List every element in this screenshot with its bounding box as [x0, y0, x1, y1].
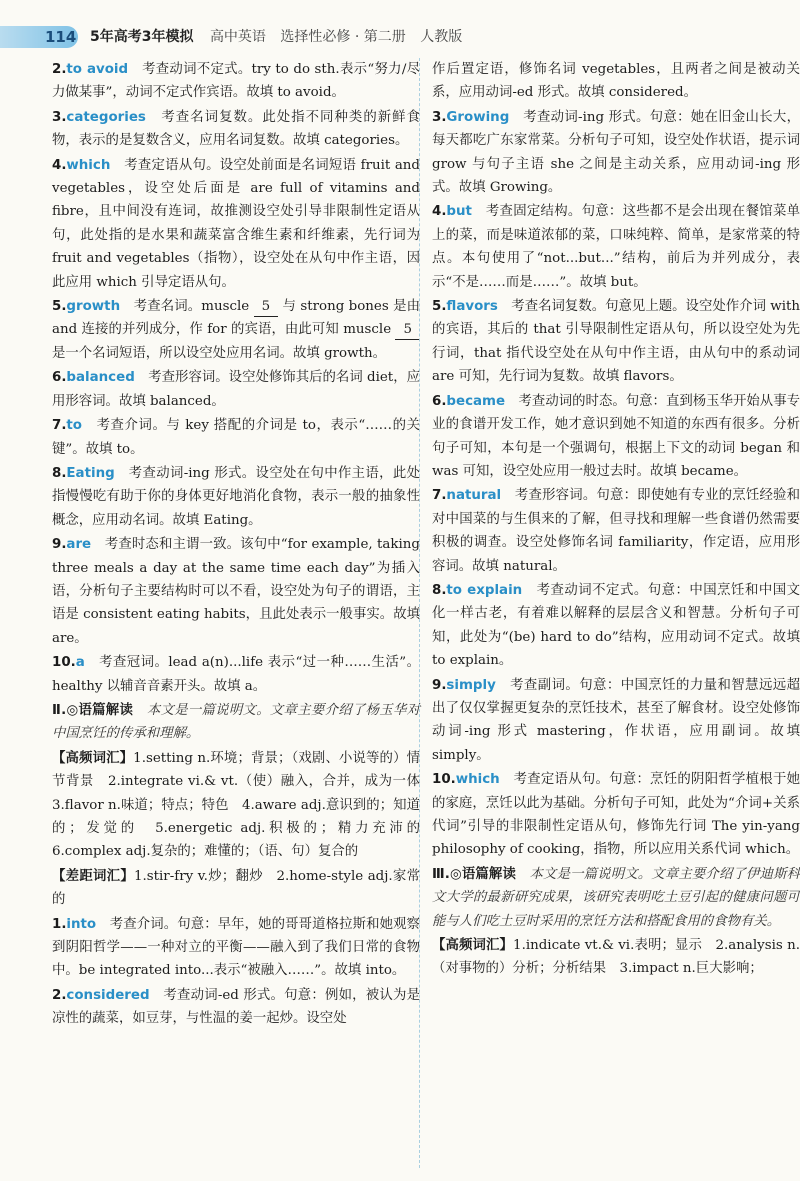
answer-text: Growing [446, 109, 510, 125]
left-column [52, 58, 434, 1168]
answer-item [52, 462, 420, 532]
answer-item [432, 295, 800, 389]
answer-text: became [446, 393, 506, 409]
section-title: Ⅱ.◎语篇解读 [52, 702, 134, 718]
answer-item [432, 579, 800, 673]
answer-item [52, 913, 420, 983]
answer-text: simply [446, 677, 496, 693]
item-number: 4. [52, 157, 67, 173]
explanation: 考查定语从句。设空处前面是名词短语 fruit and vegetables，设空处后面是 are full of vitamins and fibre，且中间没有连词，故推测设空处引导非限制性定语从句，此处指的是水果和蔬菜富含维生素和纤维素，先行词为 fruit and vegetables（指物），设空处在从句中作主语，因此应用 which 引导定语从句。 [52, 157, 420, 290]
book-subject: 高中英语 [209, 29, 266, 45]
item-number: 3. [52, 109, 67, 125]
item-number: 6. [432, 393, 447, 409]
answer-text: which [455, 772, 500, 788]
vocab-text: 1.setting n.环境；背景；（戏剧、小说等的）情节背景 2.integrate vi.& vt.（使）融入，合并，成为一体 3.flavor n.味道；特点；特色 4.aware adj.意识到的；知道的；发觉的 5.energetic adj.积极的；精力充沛的 6.complex adj.复杂的；难懂的；（语、句）复合的 [52, 750, 434, 860]
vocab-text: 1.indicate vt.& vi.表明；显示 2.analysis n.（对事物的）分析；分析结果 3.impact n.巨大影响； [432, 938, 800, 977]
explanation: 考查形容词。句意：即使她有专业的烹饪经验和对中国菜的与生俱来的了解，但寻找和理解一些食谱仍然需要积极的调查。设空处修饰名词 familiarity，作定语，应用形容词。故填 natural。 [432, 488, 800, 574]
vocab-high-frequency [432, 934, 800, 981]
item-number: 5. [52, 299, 67, 315]
explanation: 考查动词的时态。句意：直到杨玉华开始从事专业的食谱开发工作，她才意识到她不知道的东西有很多。分析句子可知，本句是一个强调句，根据上下文的动词 began 和 was 可知，设空处应用一般过去时。故填 became。 [432, 393, 800, 479]
item-number: 4. [432, 204, 447, 220]
item-number: 7. [432, 488, 447, 504]
answer-item [432, 390, 800, 484]
explanation: 考查动词不定式。try to do sth.表示“努力/尽力做某事”，动词不定式作宾语。故填 to avoid。 [52, 62, 421, 101]
section-description: 本文是一篇说明文。文章主要介绍了杨玉华对中国烹饪的传承和理解。 [52, 702, 421, 742]
right-column [432, 58, 800, 1168]
answer-item [52, 414, 420, 461]
vocab-label: 【高频词汇】 [52, 750, 134, 766]
explanation: 考查名词。muscle [120, 299, 254, 315]
item-number: 8. [52, 465, 67, 481]
vocab-high-frequency [52, 747, 434, 864]
blank-reference: 5 [254, 298, 279, 317]
explanation: 考查动词-ing 形式。句意：她在旧金山长大，每天都吃广东家常菜。分析句子可知，设空处作状语，提示词 grow 与句子主语 she 之间是主动关系，应用动词-ing 形式。故填 Growing。 [432, 109, 800, 196]
answer-text: Eating [66, 465, 115, 481]
explanation: 考查介词。与 key 搭配的介词是 to，表示“……的关键”。故填 to。 [52, 418, 420, 457]
answer-text: to avoid [66, 62, 129, 77]
book-volume: 选择性必修 · 第二册 [280, 29, 406, 45]
answer-item [432, 768, 800, 862]
item-number: 1. [52, 916, 67, 932]
explanation: 考查形容词。设空处修饰其后的名词 diet，应用形容词。故填 balanced。 [52, 370, 420, 409]
item-number: 6. [52, 370, 67, 386]
answer-item [52, 366, 420, 413]
book-brand: 5年高考3年模拟 [90, 29, 194, 45]
answer-item [432, 484, 800, 578]
explanation: 考查冠词。lead a(n)...life 表示“过一种……生活”。healthy 以辅音音素开头。故填 a。 [52, 655, 420, 694]
item-number: 3. [432, 109, 447, 125]
item-number: 10. [52, 655, 76, 671]
answer-text: considered [66, 987, 150, 1003]
answer-text: which [66, 157, 111, 173]
answer-item [432, 674, 800, 768]
book-title [90, 26, 472, 48]
answer-item [52, 106, 420, 153]
answer-item [52, 533, 420, 650]
section-title: Ⅲ.◎语篇解读 [432, 866, 516, 882]
item-number: 9. [432, 677, 447, 693]
item-number: 2. [52, 987, 67, 1003]
explanation: 考查固定结构。句意：这些都不是会出现在餐馆菜单上的菜，而是味道浓郁的菜，口味纯粹、简单，是家常菜的特点。本句使用了“not...but...”结构，前后为并列成分，表示“不是……而是……”。故填 but。 [432, 204, 800, 290]
explanation: 考查动词不定式。句意：中国烹饪和中国文化一样古老，有着难以解释的层层含义和智慧。分析句子可知，此处为“(be) hard to do”结构，应用动词不定式。故填 to explain。 [432, 582, 800, 669]
page-number: 114 [45, 28, 77, 46]
explanation: 考查动词-ed 形式。句意：例如，被认为是凉性的蔬菜，如豆芽，与性温的姜一起炒。设空处 [52, 987, 420, 1027]
item-number: 2. [52, 62, 67, 77]
column-divider [419, 58, 420, 1168]
answer-text: a [75, 655, 85, 671]
page-header [0, 0, 800, 44]
explanation: 考查介词。句意：早年，她的哥哥道格拉斯和她观察到阴阳哲学——一种对立的平衡——融入到了我们日常的食物中。be integrated into...表示“被融入……”。故填 into。 [52, 916, 420, 979]
vocab-text: 1.stir-fry v.炒；翻炒 2.home-style adj.家常的 [52, 868, 420, 908]
answer-text: but [446, 204, 472, 220]
explanation: 考查定语从句。句意：烹饪的阴阳哲学植根于她的家庭，烹饪以此为基础。分析句子可知，此处为“介词+关系代词”引导的非限制性定语从句，修饰先行词 The yin-yang philosophy of cooking，指物，所以应用关系代词 which。 [432, 772, 800, 858]
answer-text: natural [446, 488, 502, 504]
item-number: 9. [52, 537, 67, 553]
explanation: 考查名词复数。此处指不同种类的新鲜食物，表示的是复数含义，应用名词复数。故填 categories。 [52, 109, 420, 149]
explanation: 考查名词复数。句意见上题。设空处作介词 with 的宾语，其后的 that 引导限制性定语从句，所以设空处为先行词，that 指代设空处在从句中作主语，由从句中的系动词 are 可知，先行词为复数。故填 flavors。 [432, 299, 800, 385]
answer-item [432, 200, 800, 294]
continued-text: 作后置定语，修饰名词 vegetables，且两者之间是被动关系，应用动词-ed 形式。故填 considered。 [432, 62, 800, 101]
answer-item [432, 106, 800, 200]
vocab-gap [52, 865, 420, 912]
answer-item [52, 58, 420, 105]
explanation: 考查动词-ing 形式。设空处在句中作主语，此处指慢慢吃有助于你的身体更好地消化食物，表示一般的抽象性概念，应用动名词。故填 Eating。 [52, 465, 420, 528]
explanation: 考查时态和主谓一致。该句中“for example, taking three meals a day at the same time each day”为插入语，分析句子主要结构时可以不看，设空处为句子的谓语，主语是 consistent eating habits，且此处表示一般事实。故填 are。 [52, 537, 420, 646]
answer-item [52, 984, 420, 1031]
answer-item [52, 295, 420, 365]
section-description: 本文是一篇说明文。文章主要介绍了伊迪斯科文大学的最新研究成果，该研究表明吃土豆引起的健康问题可能与人们吃土豆时采用的烹饪方法和搭配食用的食物有关。 [432, 866, 800, 929]
item-number: 10. [432, 772, 456, 788]
answer-text: flavors [446, 299, 498, 315]
blank-reference: 5 [395, 321, 420, 340]
vocab-label: 【差距词汇】 [52, 868, 134, 884]
answer-text: into [66, 916, 97, 932]
answer-text: growth [66, 299, 121, 315]
answer-item [52, 154, 420, 294]
item-number: 7. [52, 418, 67, 434]
answer-text: are [66, 537, 92, 553]
book-edition: 人教版 [420, 29, 463, 45]
answer-text: to explain [446, 582, 523, 598]
answer-text: to [66, 418, 83, 434]
section-reading-intro [52, 699, 420, 746]
answer-item [52, 651, 420, 698]
answer-text: balanced [66, 370, 135, 386]
explanation: 是一个名词短语，所以设空处应用名词。故填 growth。 [52, 345, 386, 361]
item-number: 5. [432, 299, 447, 315]
item-number: 8. [432, 582, 447, 598]
explanation: 与 strong bones 是由 and 连接的并列成分，作 for 的宾语，由此可知 muscle [52, 299, 420, 338]
answer-text: categories [66, 109, 146, 125]
explanation: 考查副词。句意：中国烹饪的力量和智慧远远超出了仅仅掌握更复杂的烹饪技术，甚至了解食材。设空处修饰动词-ing 形式 mastering，作状语，应用副词。故填 simply。 [432, 677, 800, 763]
section-reading-intro [432, 863, 800, 933]
vocab-label: 【高频词汇】 [432, 938, 514, 954]
